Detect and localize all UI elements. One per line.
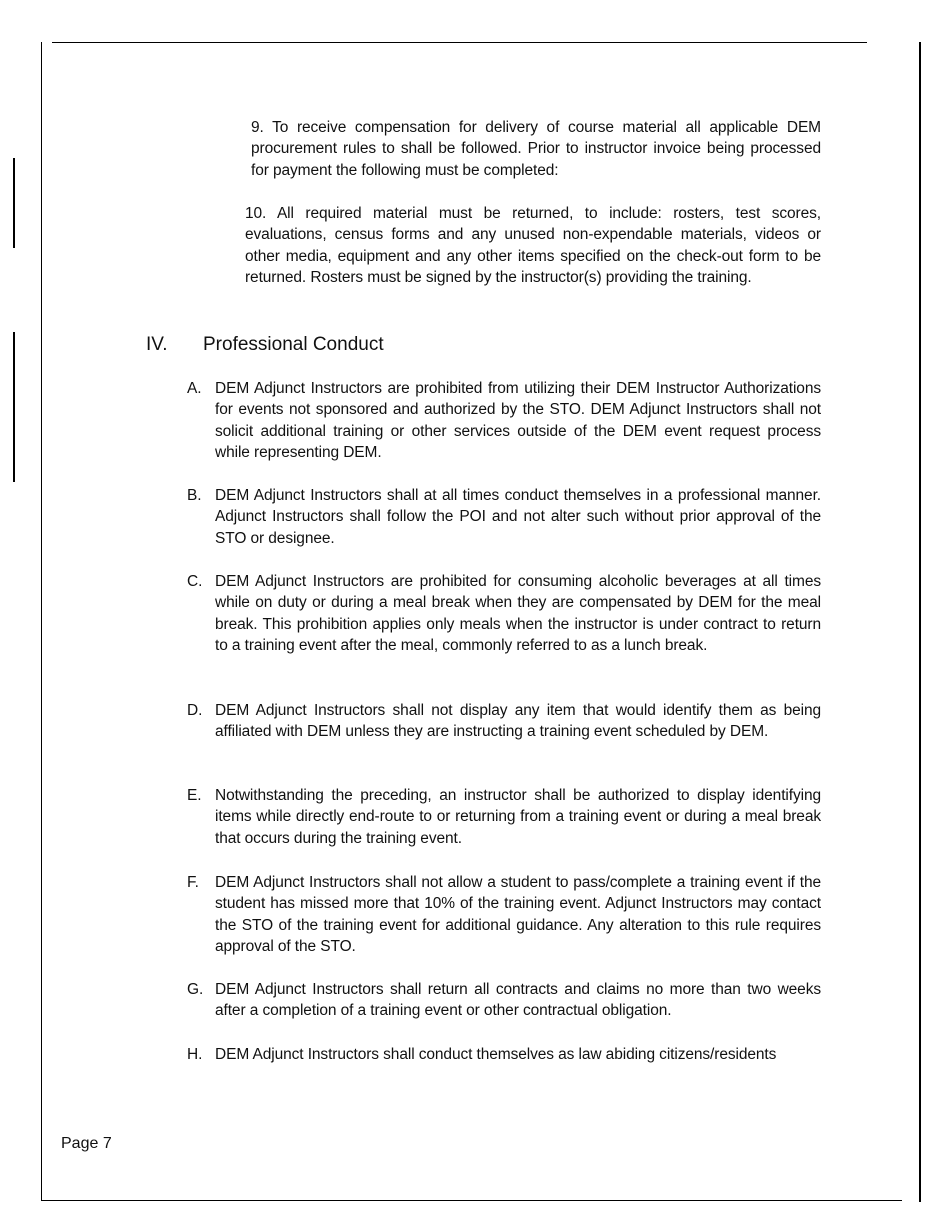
paragraph-text: All required material must be returned, to include: rosters, test scores, evaluations, census forms and any unused non-expendable materials, videos or other media, equipment and any other items specified on the check-out form to be returned. Rosters must be signed by the instructor(s) providing the training. bbox=[245, 205, 822, 286]
left-border-line bbox=[41, 42, 42, 1200]
item-letter: F. bbox=[187, 874, 199, 891]
section-title: Professional Conduct bbox=[203, 334, 384, 355]
paragraph-text: To receive compensation for delivery of course material all applicable DEM procurement rules to shall be followed. Prior to instructor invoice being processed for payment the following must be completed: bbox=[251, 119, 821, 179]
conduct-item-f bbox=[187, 872, 821, 957]
conduct-item-b bbox=[187, 485, 821, 549]
conduct-item-e bbox=[187, 785, 821, 849]
item-text: DEM Adjunct Instructors shall at all times conduct themselves in a professional manner. Adjunct Instructors shall follow the POI and not alter such without prior approval of the STO or designee. bbox=[215, 487, 821, 547]
revision-change-bar bbox=[13, 158, 15, 248]
bottom-border-line bbox=[41, 1200, 902, 1201]
item-text: DEM Adjunct Instructors shall return all contracts and claims no more than two weeks after a completion of a training event or other contractual obligation. bbox=[215, 981, 821, 1020]
numbered-paragraph-10 bbox=[245, 203, 821, 288]
item-letter: E. bbox=[187, 787, 202, 804]
item-text: DEM Adjunct Instructors shall not display any item that would identify them as being affiliated with DEM unless they are instructing a training event scheduled by DEM. bbox=[215, 702, 821, 741]
right-border-line bbox=[919, 42, 921, 1202]
item-letter: G. bbox=[187, 981, 204, 998]
item-text: DEM Adjunct Instructors shall conduct themselves as law abiding citizens/residents bbox=[215, 1046, 777, 1063]
conduct-item-d bbox=[187, 700, 821, 743]
conduct-item-a bbox=[187, 378, 821, 463]
revision-change-bar bbox=[13, 332, 15, 482]
top-border-line bbox=[52, 42, 867, 43]
item-letter: B. bbox=[187, 487, 202, 504]
section-numeral: IV. bbox=[146, 334, 168, 355]
conduct-item-c bbox=[187, 571, 821, 656]
item-letter: C. bbox=[187, 573, 203, 590]
numbered-paragraph-9 bbox=[251, 117, 821, 181]
item-text: DEM Adjunct Instructors shall not allow a student to pass/complete a training event if the student has missed more that 10% of the training event. Adjunct Instructors may contact the STO of the training event for additional guidance. Any alteration to this rule requires approval of the STO. bbox=[215, 874, 821, 955]
conduct-item-g bbox=[187, 979, 821, 1022]
item-text: DEM Adjunct Instructors are prohibited for consuming alcoholic beverages at all times while on duty or during a meal break when they are compensated by DEM for the meal break. This prohibition applies only meals when the instructor is under contract to return to a training event after the meal, commonly referred to as a lunch break. bbox=[215, 573, 821, 654]
item-letter: A. bbox=[187, 380, 202, 397]
conduct-item-h bbox=[187, 1044, 821, 1065]
paragraph-number: 10. bbox=[245, 205, 267, 222]
page-number: Page 7 bbox=[61, 1135, 112, 1152]
section-heading bbox=[146, 333, 384, 357]
item-letter: H. bbox=[187, 1046, 203, 1063]
item-text: Notwithstanding the preceding, an instructor shall be authorized to display identifying items while directly end-route to or returning from a training event or during a meal break that occurs during the training event. bbox=[215, 787, 821, 847]
item-text: DEM Adjunct Instructors are prohibited from utilizing their DEM Instructor Authorizations for events not sponsored and authorized by the STO. DEM Adjunct Instructors shall not solicit additional training or other services outside of the DEM event request process while representing DEM. bbox=[215, 380, 821, 461]
paragraph-number: 9. bbox=[251, 119, 264, 136]
item-letter: D. bbox=[187, 702, 203, 719]
